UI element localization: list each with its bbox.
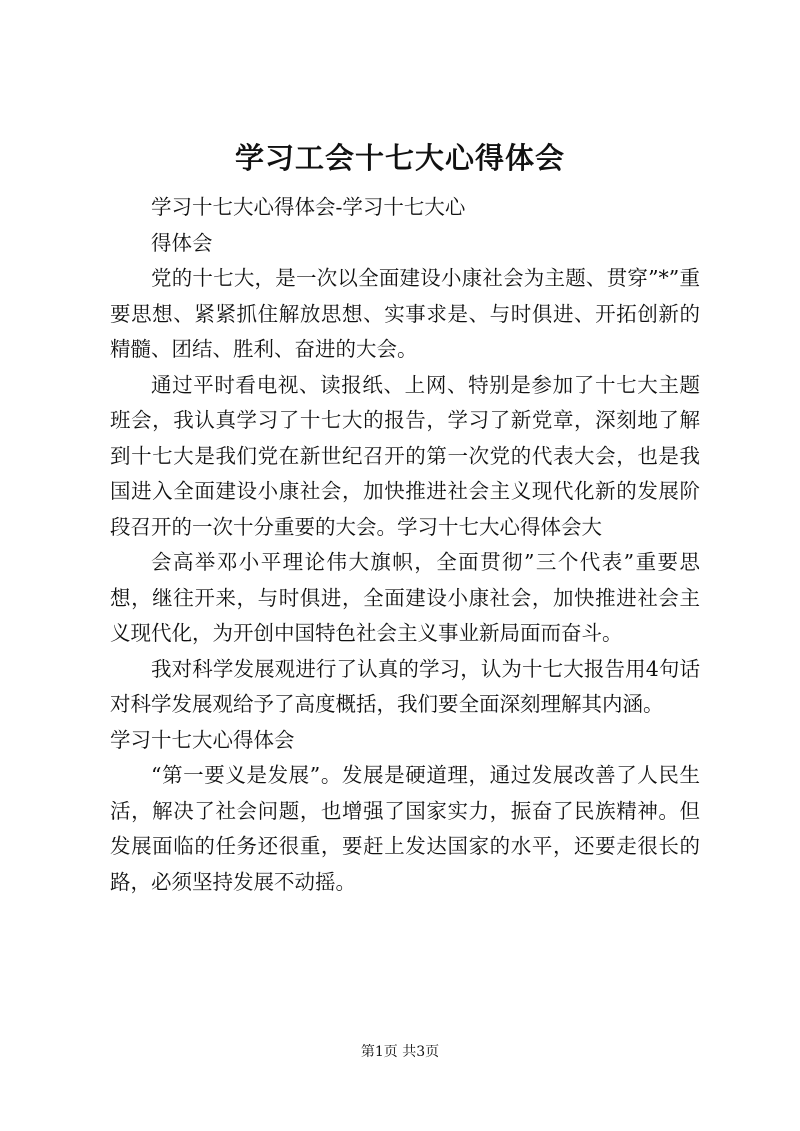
paragraph-subtitle-line2: 得体会 bbox=[151, 230, 213, 255]
page-number: 第1页 共3页 bbox=[360, 1044, 440, 1060]
document-body bbox=[110, 190, 700, 900]
paragraph-study: 通过平时看电视、读报纸、上网、特别是参加了十七大主题班会，我认真学习了十七大的报告，学习了新党章，深刻地了解到十七大是我们党在新世纪召开的第一次党的代表大会，也是我国进入全面建设小康社会，加快推进社会主义现代化新的发展阶段召开的一次十分重要的大会。学习十七大心得体会大 bbox=[110, 372, 700, 539]
paragraph-intro: 党的十七大，是一次以全面建设小康社会为主题、贯穿”*”重要思想、紧紧抓住解放思想、实事求是、与时俱进、开拓创新的精髓、团结、胜利、奋进的大会。 bbox=[110, 266, 700, 361]
paragraph-banner: 会高举邓小平理论伟大旗帜，全面贯彻”三个代表”重要思想，继往开来，与时俱进，全面建设小康社会，加快推进社会主义现代化，为开创中国特色社会主义事业新局面而奋斗。 bbox=[110, 550, 700, 645]
paragraph-heading: 学习十七大心得体会 bbox=[110, 727, 295, 752]
paragraph-first-priority: “第一要义是发展”。发展是硬道理，通过发展改善了人民生活，解决了社会问题，也增强了国家实力，振奋了民族精神。但发展面临的任务还很重，要赶上发达国家的水平，还要走很长的路，必须坚持发展不动摇。 bbox=[110, 763, 700, 894]
paragraph-subtitle-line1: 学习十七大心得体会-学习十七大心 bbox=[151, 195, 466, 219]
document-title: 学习工会十七大心得体会 bbox=[234, 141, 565, 175]
paragraph-development-view: 我对科学发展观进行了认真的学习，认为十七大报告用4句话对科学发展观给予了高度概括，我们要全面深刻理解其内涵。 bbox=[110, 656, 700, 716]
